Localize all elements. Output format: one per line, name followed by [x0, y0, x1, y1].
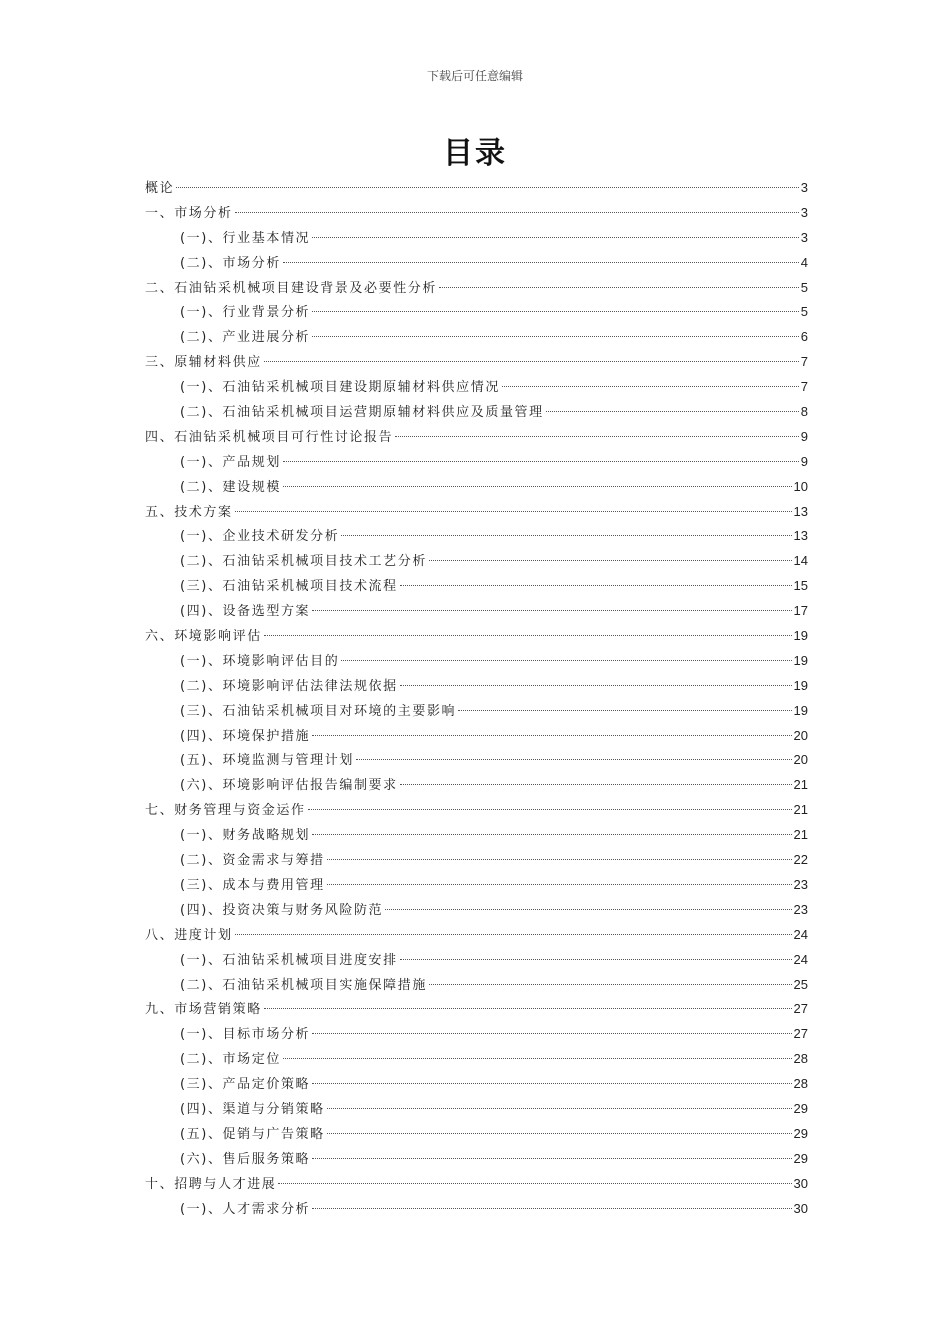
toc-entry-title: 二、石油钻采机械项目建设背景及必要性分析	[145, 280, 438, 296]
toc-entry-page-number: 7	[800, 379, 808, 395]
toc-dot-leader	[264, 635, 792, 636]
toc-dot-leader	[235, 212, 799, 213]
toc-entry-page-number: 14	[793, 553, 808, 569]
toc-entry-page-number: 20	[793, 727, 808, 743]
toc-entry-page-number: 24	[793, 951, 808, 967]
toc-entry-page-number: 25	[793, 976, 808, 992]
toc-entry-page-number: 13	[793, 503, 808, 519]
toc-entry-title: (三)、石油钻采机械项目技术流程	[180, 579, 398, 595]
toc-entry-title: (四)、渠道与分销策略	[180, 1101, 325, 1117]
toc-dot-leader	[312, 1208, 791, 1209]
toc-entry-title: 五、技术方案	[145, 504, 233, 520]
toc-entry[interactable]	[145, 201, 808, 226]
header-note: 下载后可任意编辑	[426, 69, 523, 83]
toc-entry[interactable]	[145, 1072, 808, 1097]
toc-entry[interactable]	[145, 798, 808, 823]
toc-entry-page-number: 29	[793, 1100, 808, 1116]
toc-dot-leader	[312, 1033, 791, 1034]
toc-entry[interactable]	[145, 674, 808, 699]
toc-entry-title: 一、市场分析	[145, 205, 233, 221]
toc-dot-leader	[439, 287, 799, 288]
toc-entry[interactable]	[145, 1172, 808, 1197]
toc-entry-page-number: 3	[800, 204, 808, 220]
toc-entry[interactable]	[145, 500, 808, 525]
toc-dot-leader	[235, 934, 792, 935]
toc-entry-title: (一)、企业技术研发分析	[180, 529, 340, 545]
toc-entry[interactable]	[145, 226, 808, 251]
toc-entry-page-number: 3	[800, 180, 808, 195]
toc-entry-title: (一)、人才需求分析	[180, 1201, 311, 1217]
toc-entry-title: (二)、建设规模	[180, 479, 281, 495]
toc-entry-title: 六、环境影响评估	[145, 629, 262, 645]
toc-dot-leader	[312, 311, 799, 312]
toc-entry-page-number: 30	[793, 1175, 808, 1191]
toc-entry-title: 概论	[145, 181, 175, 196]
toc-entry[interactable]	[145, 773, 808, 798]
toc-entry[interactable]	[145, 848, 808, 873]
toc-entry-page-number: 27	[793, 1026, 808, 1042]
toc-entry-page-number: 29	[793, 1150, 808, 1166]
toc-entry-title: 八、进度计划	[145, 927, 233, 943]
toc-dot-leader	[308, 809, 792, 810]
toc-dot-leader	[327, 1133, 792, 1134]
toc-entry-page-number: 19	[793, 628, 808, 644]
toc-dot-leader	[283, 1058, 792, 1059]
toc-dot-leader	[400, 585, 792, 586]
toc-dot-leader	[400, 685, 792, 686]
toc-entry[interactable]	[145, 1197, 808, 1222]
toc-entry-title: (二)、石油钻采机械项目运营期原辅材料供应及质量管理	[180, 405, 544, 421]
toc-entry-title: (一)、产品规划	[180, 454, 281, 470]
toc-entry-page-number: 21	[793, 802, 808, 818]
toc-dot-leader	[312, 834, 791, 835]
toc-dot-leader	[283, 461, 799, 462]
toc-entry-title: 十、招聘与人才进展	[145, 1176, 277, 1192]
toc-entry-page-number: 7	[800, 354, 808, 370]
toc-entry[interactable]	[145, 624, 808, 649]
toc-entry-page-number: 21	[793, 827, 808, 843]
toc-dot-leader	[356, 759, 792, 760]
toc-dot-leader	[429, 984, 792, 985]
toc-entry[interactable]	[145, 599, 808, 624]
toc-entry-title: (二)、市场分析	[180, 255, 281, 271]
toc-dot-leader	[283, 262, 799, 263]
toc-dot-leader	[264, 361, 799, 362]
toc-dot-leader	[312, 735, 791, 736]
toc-entry-title: 四、石油钻采机械项目可行性讨论报告	[145, 429, 394, 445]
toc-entry[interactable]	[145, 375, 808, 400]
toc-entry[interactable]	[145, 475, 808, 500]
toc-entry-title: (一)、环境影响评估目的	[180, 653, 340, 669]
toc-dot-leader	[385, 909, 791, 910]
toc-entry-page-number: 23	[793, 901, 808, 917]
toc-entry[interactable]	[145, 350, 808, 375]
toc-entry[interactable]	[145, 1022, 808, 1047]
toc-entry-page-number: 6	[800, 329, 808, 345]
toc-entry-page-number: 5	[800, 279, 808, 295]
toc-entry-title: (二)、环境影响评估法律法规依据	[180, 678, 398, 694]
toc-entry[interactable]	[145, 923, 808, 948]
toc-entry[interactable]	[145, 1147, 808, 1172]
toc-entry-page-number: 15	[793, 578, 808, 594]
toc-entry[interactable]	[145, 1097, 808, 1122]
toc-dot-leader	[264, 1008, 792, 1009]
toc-entry-page-number: 28	[793, 1051, 808, 1067]
toc-entry[interactable]	[145, 176, 808, 201]
toc-entry-page-number: 29	[793, 1125, 808, 1141]
toc-entry-page-number: 21	[793, 777, 808, 793]
toc-entry-page-number: 9	[800, 453, 808, 469]
toc-entry-page-number: 5	[800, 304, 808, 320]
toc-entry-page-number: 8	[800, 404, 808, 420]
toc-entry[interactable]	[145, 251, 808, 276]
toc-entry-page-number: 27	[793, 1001, 808, 1017]
toc-entry-title: (二)、石油钻采机械项目技术工艺分析	[180, 554, 427, 570]
toc-entry-title: 九、市场营销策略	[145, 1002, 262, 1018]
toc-dot-leader	[400, 959, 792, 960]
toc-entry-page-number: 19	[793, 702, 808, 718]
toc-dot-leader	[341, 660, 791, 661]
table-of-contents	[145, 176, 808, 1221]
toc-dot-leader	[458, 710, 791, 711]
toc-dot-leader	[176, 187, 799, 188]
toc-entry-title: 七、财务管理与资金运作	[145, 803, 306, 819]
page-title: 目录	[443, 136, 507, 171]
toc-entry-title: (六)、环境影响评估报告编制要求	[180, 778, 398, 794]
toc-entry-title: (一)、目标市场分析	[180, 1027, 311, 1043]
toc-entry-page-number: 19	[793, 677, 808, 693]
toc-dot-leader	[312, 237, 799, 238]
toc-dot-leader	[327, 1108, 792, 1109]
toc-entry-page-number: 4	[800, 254, 808, 270]
toc-dot-leader	[327, 884, 792, 885]
toc-entry-title: (二)、资金需求与筹措	[180, 853, 325, 869]
toc-entry[interactable]	[145, 948, 808, 973]
toc-dot-leader	[400, 784, 792, 785]
toc-entry[interactable]	[145, 549, 808, 574]
toc-dot-leader	[429, 560, 792, 561]
toc-dot-leader	[327, 859, 792, 860]
toc-entry-title: (四)、投资决策与财务风险防范	[180, 902, 384, 918]
toc-entry-title: (二)、市场定位	[180, 1052, 281, 1068]
toc-entry[interactable]	[145, 425, 808, 450]
toc-dot-leader	[395, 436, 799, 437]
toc-dot-leader	[235, 511, 792, 512]
toc-dot-leader	[312, 1083, 791, 1084]
toc-entry-page-number: 9	[800, 428, 808, 444]
toc-entry-title: (二)、石油钻采机械项目实施保障措施	[180, 977, 427, 993]
toc-entry[interactable]	[145, 649, 808, 674]
toc-entry-title: (四)、设备选型方案	[180, 604, 311, 620]
toc-entry[interactable]	[145, 524, 808, 549]
toc-entry-title: (五)、促销与广告策略	[180, 1126, 325, 1142]
toc-entry-title: (三)、产品定价策略	[180, 1077, 311, 1093]
toc-entry-title: (五)、环境监测与管理计划	[180, 753, 354, 769]
toc-dot-leader	[312, 336, 799, 337]
toc-entry-title: (一)、石油钻采机械项目进度安排	[180, 952, 398, 968]
toc-dot-leader	[312, 610, 791, 611]
toc-entry-title: (三)、石油钻采机械项目对环境的主要影响	[180, 703, 457, 719]
toc-entry[interactable]	[145, 325, 808, 350]
toc-entry[interactable]	[145, 1047, 808, 1072]
toc-entry-page-number: 10	[793, 478, 808, 494]
toc-entry-title: (二)、产业进展分析	[180, 330, 311, 346]
toc-entry-page-number: 20	[793, 752, 808, 768]
toc-entry[interactable]	[145, 450, 808, 475]
toc-entry[interactable]	[145, 898, 808, 923]
toc-entry-title: (一)、财务战略规划	[180, 828, 311, 844]
toc-entry[interactable]	[145, 276, 808, 301]
toc-entry-page-number: 24	[793, 926, 808, 942]
toc-entry[interactable]	[145, 748, 808, 773]
toc-entry-title: (三)、成本与费用管理	[180, 877, 325, 893]
toc-entry[interactable]	[145, 823, 808, 848]
toc-entry-title: (一)、石油钻采机械项目建设期原辅材料供应情况	[180, 380, 500, 396]
toc-dot-leader	[278, 1183, 791, 1184]
toc-entry-page-number: 30	[793, 1200, 808, 1216]
toc-dot-leader	[341, 535, 791, 536]
toc-entry[interactable]	[145, 699, 808, 724]
toc-entry[interactable]	[145, 997, 808, 1022]
toc-entry-page-number: 28	[793, 1076, 808, 1092]
toc-entry[interactable]	[145, 574, 808, 599]
toc-dot-leader	[546, 411, 799, 412]
toc-entry-page-number: 3	[800, 229, 808, 245]
toc-entry-title: (一)、行业基本情况	[180, 230, 311, 246]
toc-dot-leader	[502, 386, 799, 387]
toc-entry-title: (四)、环境保护措施	[180, 728, 311, 744]
toc-dot-leader	[312, 1158, 791, 1159]
toc-entry[interactable]	[145, 724, 808, 749]
toc-entry-page-number: 17	[793, 603, 808, 619]
toc-entry-page-number: 23	[793, 876, 808, 892]
toc-entry[interactable]	[145, 400, 808, 425]
toc-entry-title: (六)、售后服务策略	[180, 1151, 311, 1167]
toc-entry-page-number: 19	[793, 652, 808, 668]
toc-entry[interactable]	[145, 1122, 808, 1147]
toc-entry-page-number: 22	[793, 852, 808, 868]
toc-entry-title: 三、原辅材料供应	[145, 355, 262, 371]
toc-entry[interactable]	[145, 873, 808, 898]
toc-entry[interactable]	[145, 300, 808, 325]
toc-dot-leader	[283, 486, 792, 487]
toc-entry-title: (一)、行业背景分析	[180, 305, 311, 321]
toc-entry[interactable]	[145, 973, 808, 998]
toc-entry-page-number: 13	[793, 528, 808, 544]
